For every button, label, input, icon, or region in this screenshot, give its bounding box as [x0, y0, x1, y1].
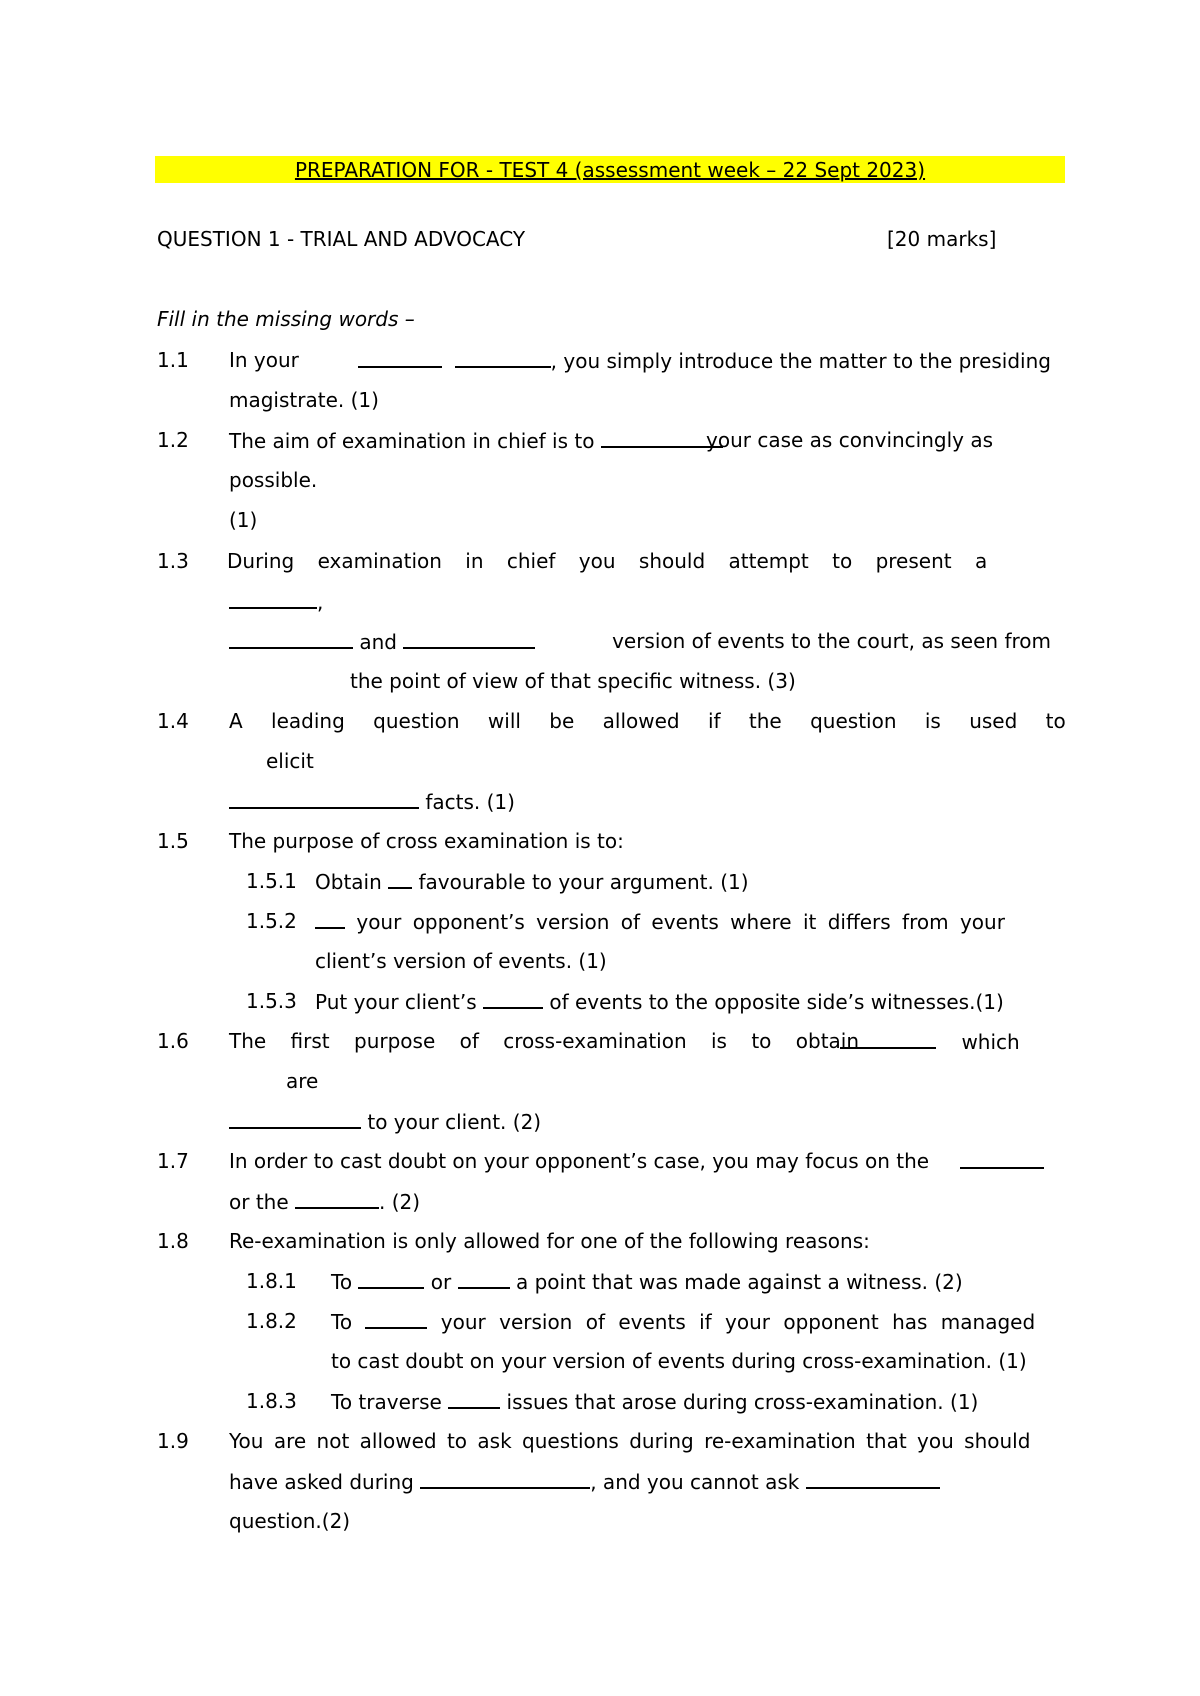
question-1-2-tail: your case as convincingly as [706, 428, 994, 452]
item-number: 1.5.1 [246, 869, 297, 893]
blank [458, 1269, 510, 1289]
blank [448, 1389, 500, 1409]
item-number: 1.8 [157, 1229, 189, 1253]
question-heading: QUESTION 1 - TRIAL AND ADVOCACY [157, 227, 526, 251]
instruction: Fill in the missing words – [157, 307, 415, 331]
blank [365, 1309, 427, 1329]
question-1-2-marks: (1) [229, 508, 258, 532]
question-1-5-2-cont: client’s version of events. (1) [315, 949, 607, 973]
question-1-6-blank-line: to your client. (2) [229, 1109, 541, 1134]
question-1-8-2-text: To your version of events if your opponent has managed [331, 1310, 1036, 1334]
question-1-5-3-text: Put your client’s of events to the opposite side’s witnesses.(1) [315, 990, 1004, 1014]
blank [229, 589, 317, 609]
blank [229, 629, 353, 649]
item-number: 1.7 [157, 1149, 189, 1173]
item-number: 1.2 [157, 428, 189, 452]
question-1-7-cont: or the . (2) [229, 1190, 421, 1214]
question-1-3-blank-line: , [229, 589, 323, 614]
item-number: 1.6 [157, 1029, 189, 1053]
question-1-8-text: Re-examination is only allowed for one of the following reasons: [229, 1229, 870, 1253]
page-title: PREPARATION FOR - TEST 4 (assessment week – 22 Sept 2023) [294, 158, 926, 182]
item-number: 1.1 [157, 348, 189, 372]
question-1-5-2-text: your opponent’s version of events where it differs from your [315, 909, 1005, 934]
question-1-6-blank-tail: which [840, 1029, 1020, 1054]
blank [960, 1149, 1044, 1169]
item-number: 1.3 [157, 549, 189, 573]
blank [806, 1469, 940, 1489]
question-1-2-cont: possible. [229, 468, 318, 492]
question-1-6-cont: are [286, 1069, 319, 1093]
question-1-7-blank [960, 1149, 1044, 1174]
question-1-3-cont: the point of view of that specific witness. (3) [350, 669, 796, 693]
blank [358, 348, 442, 368]
item-number: 1.4 [157, 709, 189, 733]
blank [315, 909, 345, 929]
question-1-5-text: The purpose of cross examination is to: [229, 829, 624, 853]
question-1-4-cont: elicit [266, 749, 314, 773]
blank [358, 1269, 424, 1289]
question-1-8-3-text: To traverse issues that arose during cross-examination. (1) [331, 1390, 979, 1414]
blank [229, 789, 419, 809]
question-1-5-1-text: Obtain favourable to your argument. (1) [315, 870, 749, 894]
question-1-3-text: During examination in chief you should attempt to present a [227, 549, 988, 573]
item-number: 1.5 [157, 829, 189, 853]
question-1-4-blank-line: facts. (1) [229, 789, 515, 814]
blank [403, 629, 535, 649]
question-1-8-2-cont: to cast doubt on your version of events during cross-examination. (1) [331, 1349, 1027, 1373]
blank [601, 428, 723, 448]
item-number: 1.8.2 [246, 1309, 297, 1333]
question-1-3-line: and version of events to the court, as seen from [229, 629, 1051, 654]
blank [483, 989, 543, 1009]
question-1-9-text: You are not allowed to ask questions during re-examination that you should [229, 1429, 1031, 1453]
item-number: 1.8.1 [246, 1269, 297, 1293]
question-1-7-text: In order to cast doubt on your opponent’s case, you may focus on the [229, 1149, 930, 1173]
marks-label: [20 marks] [887, 227, 997, 251]
blank [229, 1109, 361, 1129]
blank [388, 869, 412, 889]
question-1-4-text: A leading question will be allowed if the question is used to [229, 709, 1066, 733]
item-number: 1.8.3 [246, 1389, 297, 1413]
blank [420, 1469, 590, 1489]
question-1-2-text: The aim of examination in chief is to [229, 428, 723, 453]
item-number: 1.5.3 [246, 989, 297, 1013]
item-number: 1.5.2 [246, 909, 297, 933]
question-1-9-cont: question.(2) [229, 1509, 351, 1533]
question-1-1-cont: magistrate. (1) [229, 388, 379, 412]
blank [840, 1029, 936, 1049]
blank [455, 348, 551, 368]
question-1-9-line: have asked during , and you cannot ask [229, 1469, 940, 1494]
question-1-6-text: The first purpose of cross-examination is to obtain [229, 1029, 860, 1053]
item-number: 1.9 [157, 1429, 189, 1453]
blank [295, 1189, 379, 1209]
question-1-8-1-text: To or a point that was made against a witness. (2) [331, 1270, 963, 1294]
question-1-1-line: In your , you simply introduce the matter to the presiding [229, 348, 1051, 373]
